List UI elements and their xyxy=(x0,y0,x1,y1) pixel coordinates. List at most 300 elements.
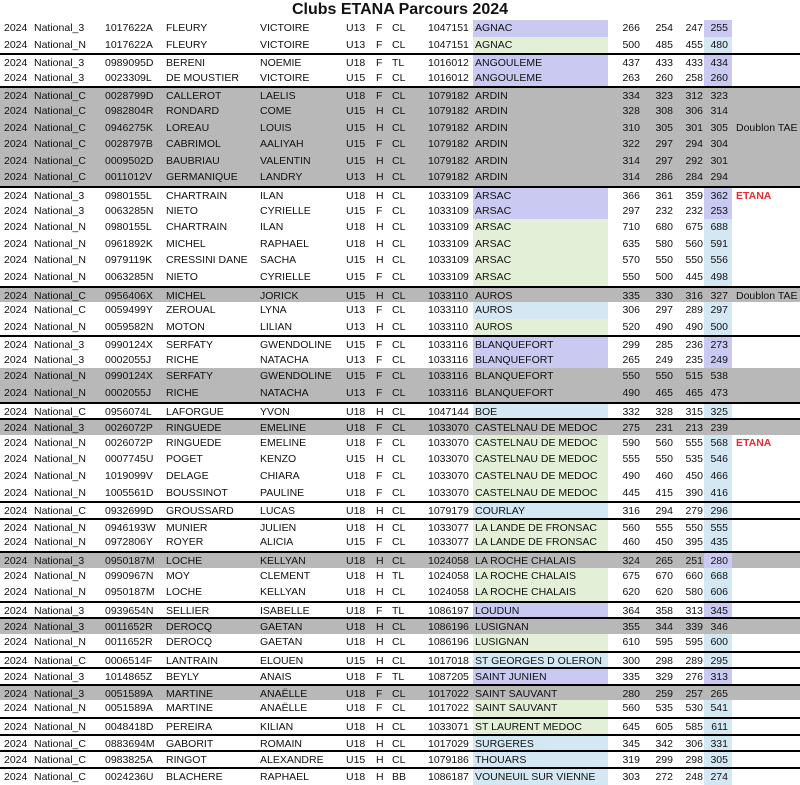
year-cell: 2024 xyxy=(4,737,28,750)
age-category-cell: U18 xyxy=(346,221,366,234)
club-name-cell: BLANQUEFORT xyxy=(473,352,608,369)
licence-cell: 0946193W xyxy=(105,521,156,534)
last-name-cell: CABRIMOL xyxy=(166,138,221,151)
last-name-cell: BLACHERE xyxy=(166,770,223,783)
club-name-cell: BOE xyxy=(473,404,608,421)
first-name-cell: CYRIELLE xyxy=(260,270,311,283)
table-row xyxy=(0,684,800,701)
sex-cell: F xyxy=(376,339,383,352)
category-cell: National_3 xyxy=(34,57,85,70)
licence-cell: 0059499Y xyxy=(105,304,153,317)
year-cell: 2024 xyxy=(4,90,28,103)
score-3-cell: 298 xyxy=(685,754,703,767)
club-code-cell: 1047151 xyxy=(428,22,469,34)
licence-cell: 0983825A xyxy=(105,754,153,767)
club-code-cell: 1079182 xyxy=(428,171,469,184)
last-name-cell: MOY xyxy=(166,569,190,582)
first-name-cell: YVON xyxy=(260,405,290,418)
page-title: Clubs ETANA Parcours 2024 xyxy=(291,1,509,18)
score-1-cell: 590 xyxy=(622,436,640,449)
score-2-cell: 560 xyxy=(655,436,673,449)
bow-type-cell: CL xyxy=(392,71,406,84)
bow-type-cell: CL xyxy=(392,436,406,449)
club-code-cell: 1033070 xyxy=(428,486,469,499)
average-score-cell: 331 xyxy=(704,736,732,753)
licence-cell: 0063285N xyxy=(105,204,154,217)
licence-cell: 0051589A xyxy=(105,687,153,700)
first-name-cell: CHIARA xyxy=(260,470,300,483)
score-1-cell: 314 xyxy=(622,154,640,167)
sex-cell: F xyxy=(376,671,383,684)
club-code-cell: 1024058 xyxy=(428,586,469,599)
age-category-cell: U18 xyxy=(346,720,366,733)
licence-cell: 0979119K xyxy=(105,254,153,267)
average-score-cell: 239 xyxy=(710,422,728,435)
age-category-cell: U18 xyxy=(346,621,366,634)
bow-type-cell: CL xyxy=(392,586,406,599)
score-2-cell: 670 xyxy=(655,569,673,582)
licence-cell: 0982804R xyxy=(105,104,154,117)
score-2-cell: 297 xyxy=(655,138,673,151)
first-name-cell: GAETAN xyxy=(260,621,303,634)
licence-cell: 0883694M xyxy=(105,737,155,750)
category-cell: National_N xyxy=(34,486,86,499)
age-category-cell: U15 xyxy=(346,754,366,767)
first-name-cell: KELLYAN xyxy=(260,555,306,567)
bow-type-cell: CL xyxy=(392,635,406,648)
average-score-cell: 346 xyxy=(710,621,728,634)
category-cell: National_C xyxy=(34,654,86,667)
bow-type-cell: CL xyxy=(392,353,406,366)
category-cell: National_N xyxy=(34,320,86,333)
club-code-cell: 1079182 xyxy=(428,154,469,167)
table-row xyxy=(0,717,800,734)
age-category-cell: U13 xyxy=(346,38,366,51)
category-cell: National_N xyxy=(34,720,86,733)
club-name-cell: LOUDUN xyxy=(473,603,608,620)
average-score-cell: 280 xyxy=(704,553,732,570)
category-cell: National_N xyxy=(34,387,86,400)
score-3-cell: 433 xyxy=(685,57,703,70)
licence-cell: 0048418D xyxy=(105,720,154,733)
first-name-cell: CYRIELLE xyxy=(260,204,311,217)
table-row xyxy=(0,186,800,203)
sex-cell: F xyxy=(376,436,383,449)
score-1-cell: 645 xyxy=(622,720,640,733)
score-3-cell: 490 xyxy=(685,320,703,333)
table-row xyxy=(0,385,800,402)
club-code-cell: 1033116 xyxy=(428,353,469,366)
club-name-cell: AGNAC xyxy=(473,37,608,54)
score-3-cell: 555 xyxy=(685,436,703,449)
table-row xyxy=(0,368,800,385)
licence-cell: 0989095D xyxy=(105,57,154,70)
category-cell: National_3 xyxy=(34,189,85,202)
bow-type-cell: CL xyxy=(392,189,406,202)
category-cell: National_3 xyxy=(34,422,85,435)
table-row xyxy=(0,236,800,253)
score-1-cell: 555 xyxy=(622,453,640,466)
average-score-cell: 362 xyxy=(704,188,732,205)
last-name-cell: RINGUEDE xyxy=(166,436,222,449)
year-cell: 2024 xyxy=(4,304,28,317)
first-name-cell: KENZO xyxy=(260,453,297,466)
score-3-cell: 284 xyxy=(685,171,703,184)
table-row xyxy=(0,335,800,352)
category-cell: National_N xyxy=(34,254,86,267)
first-name-cell: NOEMIE xyxy=(260,57,302,70)
average-score-cell: 498 xyxy=(704,269,732,286)
last-name-cell: SERFATY xyxy=(166,370,214,383)
club-code-cell: 1079182 xyxy=(428,90,469,103)
average-score-cell: 260 xyxy=(704,70,732,87)
year-cell: 2024 xyxy=(4,586,28,599)
score-3-cell: 294 xyxy=(685,138,703,151)
score-1-cell: 310 xyxy=(622,121,640,134)
licence-cell: 0972806Y xyxy=(105,536,153,549)
sex-cell: H xyxy=(376,121,384,134)
licence-cell: 0011012V xyxy=(105,171,153,184)
club-name-cell: LA ROCHE CHALAIS xyxy=(473,584,608,601)
year-cell: 2024 xyxy=(4,555,28,567)
licence-cell: 0956406X xyxy=(105,289,153,302)
score-2-cell: 490 xyxy=(655,320,673,333)
category-cell: National_C xyxy=(34,505,86,518)
bow-type-cell: CL xyxy=(392,422,406,435)
average-score-cell: 305 xyxy=(710,121,728,134)
bow-type-cell: CL xyxy=(392,121,406,134)
score-2-cell: 620 xyxy=(655,586,673,599)
score-3-cell: 236 xyxy=(685,339,703,352)
first-name-cell: ALEXANDRE xyxy=(260,754,324,767)
first-name-cell: ILAN xyxy=(260,221,284,234)
last-name-cell: BAUBRIAU xyxy=(166,154,220,167)
bow-type-cell: CL xyxy=(392,138,406,151)
year-cell: 2024 xyxy=(4,339,28,352)
last-name-cell: CALLEROT xyxy=(166,90,222,103)
club-name-cell: SURGERES xyxy=(473,736,608,753)
score-1-cell: 275 xyxy=(622,422,640,435)
licence-cell: 0028799D xyxy=(105,90,154,103)
average-score-cell: 253 xyxy=(704,203,732,220)
bow-type-cell: CL xyxy=(392,38,406,51)
age-category-cell: U18 xyxy=(346,737,366,750)
last-name-cell: FLEURY xyxy=(166,38,208,51)
table-row xyxy=(0,269,800,286)
club-name-cell: LUSIGNAN xyxy=(475,621,529,634)
sex-cell: H xyxy=(376,405,384,418)
score-2-cell: 298 xyxy=(655,654,673,667)
sex-cell: H xyxy=(376,254,384,267)
sex-cell: H xyxy=(376,754,384,767)
table-row xyxy=(0,667,800,684)
last-name-cell: MICHEL xyxy=(166,289,206,302)
sex-cell: H xyxy=(376,154,384,167)
bow-type-cell: CL xyxy=(392,505,406,518)
last-name-cell: SERFATY xyxy=(166,339,214,352)
club-name-cell: ARSAC xyxy=(473,269,608,286)
year-cell: 2024 xyxy=(4,702,28,715)
average-score-cell: 265 xyxy=(710,687,728,700)
table-row xyxy=(0,451,800,468)
average-score-cell: 480 xyxy=(704,37,732,54)
table-row xyxy=(0,302,800,319)
club-code-cell: 1079182 xyxy=(428,121,469,134)
year-cell: 2024 xyxy=(4,221,28,234)
score-1-cell: 319 xyxy=(622,754,640,767)
last-name-cell: MICHEL xyxy=(166,237,206,250)
age-category-cell: U18 xyxy=(346,505,366,518)
category-cell: National_N xyxy=(34,470,86,483)
last-name-cell: MUNIER xyxy=(166,521,208,534)
score-3-cell: 390 xyxy=(685,486,703,499)
club-name-cell: ARDIN xyxy=(475,138,508,151)
licence-cell: 0026072P xyxy=(105,436,153,449)
year-cell: 2024 xyxy=(4,189,28,202)
score-2-cell: 680 xyxy=(655,221,673,234)
score-2-cell: 485 xyxy=(655,38,673,51)
table-row xyxy=(0,53,800,70)
score-3-cell: 535 xyxy=(685,453,703,466)
average-score-cell: 301 xyxy=(710,154,728,167)
year-cell: 2024 xyxy=(4,486,28,499)
last-name-cell: DELAGE xyxy=(166,470,209,483)
average-score-cell: 304 xyxy=(710,138,728,151)
score-2-cell: 297 xyxy=(655,154,673,167)
score-2-cell: 305 xyxy=(655,121,673,134)
score-3-cell: 247 xyxy=(685,22,703,34)
score-3-cell: 232 xyxy=(685,204,703,217)
average-score-cell: 314 xyxy=(710,104,728,117)
sex-cell: H xyxy=(376,635,384,648)
sex-cell: F xyxy=(376,204,383,217)
average-score-cell: 688 xyxy=(704,219,732,236)
club-name-cell: ARSAC xyxy=(473,252,608,269)
table-row xyxy=(0,501,800,518)
first-name-cell: RAPHAEL xyxy=(260,770,310,783)
year-cell: 2024 xyxy=(4,204,28,217)
club-name-cell: CASTELNAU DE MEDOC xyxy=(473,468,608,485)
sex-cell: H xyxy=(376,171,384,184)
club-name-cell: AUROS xyxy=(475,289,513,302)
year-cell: 2024 xyxy=(4,770,28,783)
last-name-cell: SELLIER xyxy=(166,604,210,617)
first-name-cell: NATACHA xyxy=(260,387,309,400)
club-code-cell: 1017022 xyxy=(428,702,469,715)
table-row xyxy=(0,219,800,236)
club-name-cell: ANGOULEME xyxy=(473,55,608,72)
score-2-cell: 259 xyxy=(655,687,673,700)
last-name-cell: MARTINE xyxy=(166,702,214,715)
score-1-cell: 297 xyxy=(622,204,640,217)
licence-cell: 0980155L xyxy=(105,221,152,234)
bow-type-cell: TL xyxy=(392,57,405,70)
score-2-cell: 415 xyxy=(655,486,673,499)
average-score-cell: 668 xyxy=(704,568,732,585)
score-1-cell: 620 xyxy=(622,586,640,599)
licence-cell: 0063285N xyxy=(105,270,154,283)
first-name-cell: RAPHAEL xyxy=(260,237,310,250)
age-category-cell: U15 xyxy=(346,254,366,267)
club-name-cell: COURLAY xyxy=(473,503,608,520)
first-name-cell: LILIAN xyxy=(260,320,293,333)
average-score-cell: 568 xyxy=(704,435,732,452)
score-1-cell: 490 xyxy=(622,387,640,400)
licence-cell: 0956074L xyxy=(105,405,152,418)
year-cell: 2024 xyxy=(4,621,28,634)
sex-cell: H xyxy=(376,289,384,302)
club-name-cell: CASTELNAU DE MEDOC xyxy=(475,422,598,435)
category-cell: National_3 xyxy=(34,71,85,84)
note-cell: Doublon TAE xyxy=(736,289,798,302)
table-row xyxy=(0,120,800,137)
club-name-cell: LA LANDE DE FRONSAC xyxy=(473,534,608,551)
score-1-cell: 500 xyxy=(622,38,640,51)
last-name-cell: CHARTRAIN xyxy=(166,221,228,234)
club-name-cell: ARSAC xyxy=(473,219,608,236)
sex-cell: H xyxy=(376,521,384,534)
club-name-cell: LA LANDE DE FRONSAC xyxy=(473,520,608,537)
year-cell: 2024 xyxy=(4,521,28,534)
sex-cell: F xyxy=(376,57,383,70)
club-name-cell: LA ROCHE CHALAIS xyxy=(473,568,608,585)
year-cell: 2024 xyxy=(4,320,28,333)
year-cell: 2024 xyxy=(4,104,28,117)
club-name-cell: CASTELNAU DE MEDOC xyxy=(473,435,608,452)
year-cell: 2024 xyxy=(4,370,28,383)
club-code-cell: 1047151 xyxy=(428,38,469,51)
table-row xyxy=(0,103,800,120)
category-cell: National_C xyxy=(34,138,86,151)
score-2-cell: 329 xyxy=(655,671,673,684)
score-3-cell: 292 xyxy=(685,154,703,167)
club-name-cell: ARDIN xyxy=(475,121,508,134)
club-name-cell: ARDIN xyxy=(475,171,508,184)
year-cell: 2024 xyxy=(4,57,28,70)
club-name-cell: ARDIN xyxy=(475,154,508,167)
bow-type-cell: CL xyxy=(392,254,406,267)
first-name-cell: ANAIS xyxy=(260,671,292,684)
last-name-cell: DEROCQ xyxy=(166,621,213,634)
score-2-cell: 330 xyxy=(655,289,673,302)
first-name-cell: ANAËLLE xyxy=(260,687,308,700)
category-cell: National_C xyxy=(34,171,86,184)
club-code-cell: 1079182 xyxy=(428,104,469,117)
sex-cell: H xyxy=(376,720,384,733)
last-name-cell: LOCHE xyxy=(166,586,203,599)
average-score-cell: 556 xyxy=(704,252,732,269)
age-category-cell: U15 xyxy=(346,138,366,151)
score-2-cell: 328 xyxy=(655,405,673,418)
score-2-cell: 595 xyxy=(655,635,673,648)
club-code-cell: 1024058 xyxy=(428,555,469,567)
table-row xyxy=(0,750,800,767)
category-cell: National_N xyxy=(34,436,86,449)
bow-type-cell: CL xyxy=(392,320,406,333)
category-cell: National_C xyxy=(34,304,86,317)
first-name-cell: GWENDOLINE xyxy=(260,370,332,383)
age-category-cell: U18 xyxy=(346,604,366,617)
table-row xyxy=(0,767,800,784)
sex-cell: H xyxy=(376,654,384,667)
year-cell: 2024 xyxy=(4,436,28,449)
sex-cell: H xyxy=(376,737,384,750)
year-cell: 2024 xyxy=(4,505,28,518)
average-score-cell: 500 xyxy=(704,319,732,336)
club-name-cell: LUSIGNAN xyxy=(473,634,608,651)
age-category-cell: U18 xyxy=(346,687,366,700)
category-cell: National_C xyxy=(34,289,86,302)
score-3-cell: 306 xyxy=(685,104,703,117)
average-score-cell: 591 xyxy=(704,236,732,253)
licence-cell: 0961892K xyxy=(105,237,153,250)
first-name-cell: ALICIA xyxy=(260,536,294,549)
average-score-cell: 274 xyxy=(704,769,732,785)
score-2-cell: 254 xyxy=(655,22,673,34)
bow-type-cell: TL xyxy=(392,569,405,582)
score-2-cell: 231 xyxy=(655,422,673,435)
table-row xyxy=(0,402,800,419)
sex-cell: H xyxy=(376,586,384,599)
score-3-cell: 455 xyxy=(685,38,703,51)
age-category-cell: U18 xyxy=(346,57,366,70)
club-code-cell: 1016012 xyxy=(428,71,469,84)
licence-cell: 0026072P xyxy=(105,422,153,435)
bow-type-cell: CL xyxy=(392,270,406,283)
score-3-cell: 258 xyxy=(685,71,703,84)
table-row xyxy=(0,169,800,186)
table-row xyxy=(0,20,800,37)
bow-type-cell: CL xyxy=(392,304,406,317)
average-score-cell: 538 xyxy=(710,370,728,383)
score-1-cell: 306 xyxy=(622,304,640,317)
table-row xyxy=(0,468,800,485)
age-category-cell: U15 xyxy=(346,71,366,84)
score-1-cell: 266 xyxy=(622,22,640,34)
score-1-cell: 328 xyxy=(622,104,640,117)
score-1-cell: 560 xyxy=(622,702,640,715)
year-cell: 2024 xyxy=(4,754,28,767)
sex-cell: F xyxy=(376,38,383,51)
last-name-cell: DEROCQ xyxy=(166,635,213,648)
licence-cell: 0980155L xyxy=(105,189,152,202)
score-3-cell: 306 xyxy=(685,737,703,750)
average-score-cell: 313 xyxy=(704,669,732,686)
score-1-cell: 460 xyxy=(622,536,640,549)
category-cell: National_3 xyxy=(34,621,85,634)
score-2-cell: 580 xyxy=(655,237,673,250)
club-code-cell: 1016012 xyxy=(428,57,469,70)
age-category-cell: U18 xyxy=(346,486,366,499)
category-cell: National_3 xyxy=(34,204,85,217)
score-1-cell: 520 xyxy=(622,320,640,333)
score-2-cell: 299 xyxy=(655,754,673,767)
category-cell: National_C xyxy=(34,405,86,418)
year-cell: 2024 xyxy=(4,654,28,667)
table-row xyxy=(0,534,800,551)
table-row xyxy=(0,153,800,170)
year-cell: 2024 xyxy=(4,387,28,400)
year-cell: 2024 xyxy=(4,635,28,648)
year-cell: 2024 xyxy=(4,237,28,250)
average-score-cell: 273 xyxy=(704,337,732,354)
bow-type-cell: CL xyxy=(392,387,406,400)
bow-type-cell: CL xyxy=(392,486,406,499)
last-name-cell: NIETO xyxy=(166,270,198,283)
club-code-cell: 1033077 xyxy=(428,521,469,534)
first-name-cell: EMELINE xyxy=(260,422,307,435)
club-name-cell: ARSAC xyxy=(473,203,608,220)
